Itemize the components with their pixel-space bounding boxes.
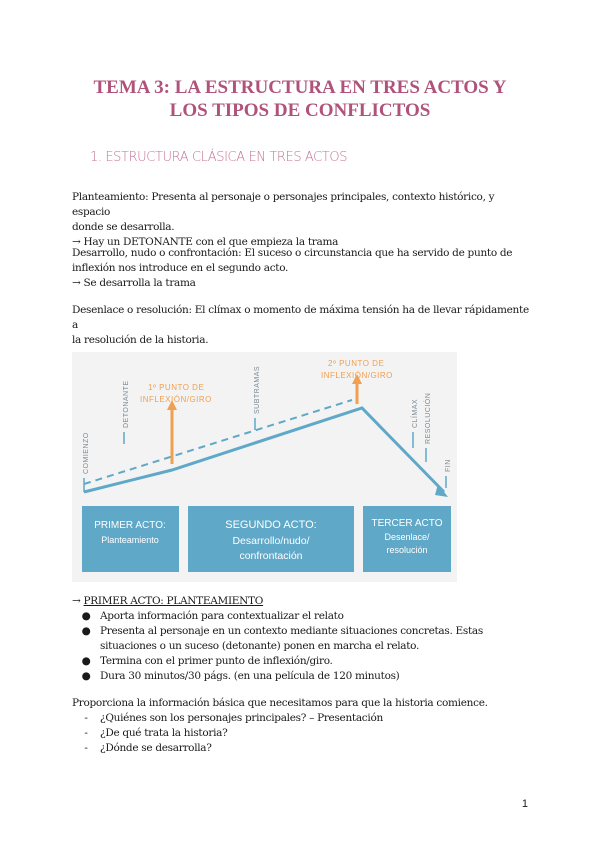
para2-arrow: → Se desarrolla la trama <box>72 277 196 289</box>
list-item-continuation <box>72 639 532 654</box>
act2-subtitle-2: confrontación <box>239 550 303 562</box>
bullet-text: Aporta información para contextualizar el relato <box>100 610 344 622</box>
act2-subtitle-1: Desarrollo/nudo/ <box>232 535 310 547</box>
dash-marker: - <box>84 712 88 724</box>
dash-marker: - <box>84 742 88 754</box>
label-subtramas: SUBTRAMAS <box>254 365 261 414</box>
para1-line2: donde se desarrolla. <box>72 221 175 233</box>
act1-heading-arrow: → <box>72 595 84 607</box>
para3-line1: Desenlace o resolución: El clímax o momento de máxima tensión ha de llevar rápidamente a <box>72 304 529 331</box>
list-item <box>72 669 532 684</box>
bullet-dot: ● <box>81 625 91 637</box>
title-line-1: TEMA 3: LA ESTRUCTURA EN TRES ACTOS Y <box>93 77 507 98</box>
paragraph-desenlace <box>72 303 532 348</box>
page-number: 1 <box>521 798 528 810</box>
list-item <box>72 609 532 624</box>
label-pp2-line2: INFLEXIÓN/GIRO <box>321 371 393 380</box>
para4: Proporciona la información básica que necesitamos para que la historia comience. <box>72 697 488 709</box>
bullet-dot: ● <box>81 655 91 667</box>
dash-text: ¿De qué trata la historia? <box>100 727 228 739</box>
label-detonante: DETONANTE <box>123 380 130 428</box>
label-pp1-line1: 1º PUNTO DE <box>148 383 205 392</box>
title-line-2: LOS TIPOS DE CONFLICTOS <box>169 100 431 121</box>
label-fin: FIN <box>445 459 452 472</box>
list-item <box>72 726 532 741</box>
three-act-diagram <box>72 352 457 582</box>
act1-section <box>72 594 532 684</box>
label-pp2-line1: 2º PUNTO DE <box>328 359 385 368</box>
act3-subtitle-1: Desenlace/ <box>384 532 430 542</box>
label-climax: CLÍMAX <box>412 398 419 428</box>
bullet-text: Dura 30 minutos/30 págs. (en una película de 120 minutos) <box>100 670 400 682</box>
label-pp1-line2: INFLEXIÓN/GIRO <box>140 395 212 404</box>
list-item <box>72 711 532 726</box>
act3-title: TERCER ACTO <box>371 518 443 529</box>
act1-heading-row <box>72 594 532 609</box>
paragraph-desarrollo <box>72 246 532 291</box>
act3-subtitle-2: resolución <box>386 545 428 555</box>
bullet-dot: ● <box>81 670 91 682</box>
bullet-dot: ● <box>81 610 91 622</box>
list-item <box>72 624 532 639</box>
bullet-text: Presenta al personaje en un contexto mediante situaciones concretas. Estas <box>100 625 483 637</box>
para2-line1: Desarrollo, nudo o confrontación: El suceso o circunstancia que ha servido de punto de <box>72 247 513 259</box>
list-item <box>72 654 532 669</box>
para2-line2: inflexión nos introduce en el segundo acto. <box>72 262 289 274</box>
label-resolucion: RESOLUCIÓN <box>425 392 432 444</box>
bullet-text: situaciones o un suceso (detonante) ponen en marcha el relato. <box>100 640 420 652</box>
dash-text: ¿Dónde se desarrolla? <box>100 742 212 754</box>
dash-marker: - <box>84 727 88 739</box>
act1-title: PRIMER ACTO: <box>94 520 166 531</box>
act1-subtitle: Planteamiento <box>101 535 159 545</box>
para3-line2: la resolución de la historia. <box>72 334 209 346</box>
section-heading: 1. ESTRUCTURA CLÁSICA EN TRES ACTOS <box>90 150 348 165</box>
para1-arrow: → Hay un DETONANTE con el que empieza la trama <box>72 236 339 248</box>
list-item <box>72 741 532 756</box>
page-title <box>40 76 560 122</box>
basic-info-section <box>72 696 532 756</box>
act1-heading: PRIMER ACTO: PLANTEAMIENTO <box>83 595 264 607</box>
dash-text: ¿Quiénes son los personajes principales? – Presentación <box>100 712 383 724</box>
act2-title: SEGUNDO ACTO: <box>225 519 317 531</box>
bullet-text: Termina con el primer punto de inflexión/giro. <box>100 655 333 667</box>
paragraph-planteamiento <box>72 190 532 250</box>
label-comienzo: COMIENZO <box>83 432 90 474</box>
para1-line1: Planteamiento: Presenta al personaje o personajes principales, contexto histórico, y espacio <box>72 191 495 218</box>
